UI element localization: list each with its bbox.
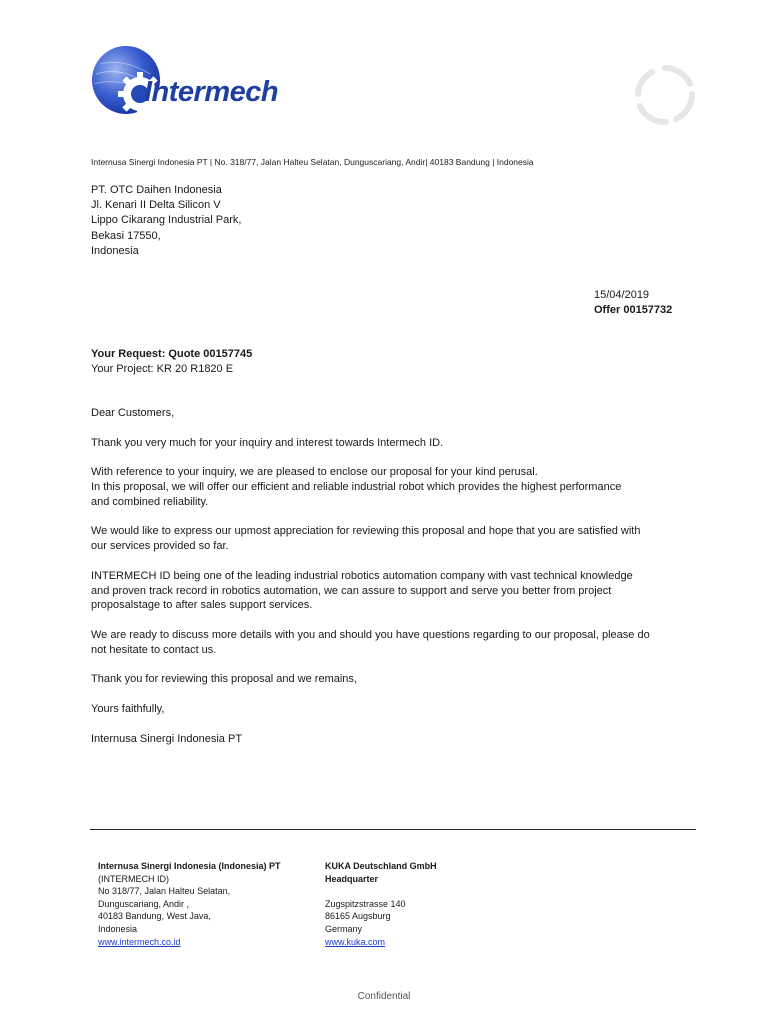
kuka-website-link[interactable]: www.kuka.com <box>325 936 386 947</box>
footer-company-name: KUKA Deutschland GmbH <box>325 861 437 871</box>
body-paragraph: We are ready to discuss more details with you and should you have questions regarding to our proposal, please do not hesitate to contact us. <box>91 628 650 656</box>
logo-text: Intermech <box>144 76 279 108</box>
intermech-website-link[interactable]: www.intermech.co.id <box>98 936 181 947</box>
salutation: Dear Customers, <box>91 407 175 419</box>
confidential-label: Confidential <box>357 991 411 1002</box>
footer-line: (INTERMECH ID) <box>98 873 169 884</box>
footer-line: Germany <box>325 923 363 934</box>
body-paragraph: With reference to your inquiry, we are pleased to enclose our proposal for your kind perusal. In this proposal, we will offer our efficient and reliable industrial robot which provides the highest performance and combined reliability. <box>91 466 622 508</box>
offer-meta <box>594 288 672 318</box>
footer-subtitle: Headquarter <box>325 873 379 884</box>
recipient-line: Lippo Cikarang Industrial Park, <box>91 214 242 227</box>
recipient-line: Jl. Kenari II Delta Silicon V <box>91 199 221 212</box>
footer-line: Zugspitzstrasse 140 <box>325 898 406 909</box>
loading-spinner-icon <box>632 64 698 126</box>
footer-line: No 318/77, Jalan Halteu Selatan, <box>98 886 231 897</box>
sender-address: Internusa Sinergi Indonesia PT | No. 318/77, Jalan Halteu Selatan, Dunguscariang, Andir| 40183 Bandung | Indonesia <box>91 157 534 167</box>
letter-body <box>91 406 701 761</box>
request-block <box>91 347 252 377</box>
footer-line: 40183 Bandung, West Java, <box>98 911 211 922</box>
recipient-line: Indonesia <box>91 244 139 257</box>
request-line: Your Request: Quote 00157745 <box>91 348 253 360</box>
recipient-line: PT. OTC Daihen Indonesia <box>91 184 222 196</box>
footer-spacer <box>325 885 437 898</box>
recipient-address <box>91 183 241 259</box>
recipient-line: Bekasi 17550, <box>91 229 161 242</box>
project-line: Your Project: KR 20 R1820 E <box>91 363 234 375</box>
letter-date: 15/04/2019 <box>594 289 650 301</box>
body-paragraph: INTERMECH ID being one of the leading industrial robotics automation company with vast technical knowledge and proven track record in robotics automation, we can assure to support and serve you better from project proposalstage to after sales support services. <box>91 569 633 612</box>
footer-line: Dunguscariang, Andir , <box>98 898 190 909</box>
intermech-logo <box>90 44 305 116</box>
offer-number: Offer 00157732 <box>594 304 673 316</box>
footer-divider <box>90 829 696 830</box>
footer-company-name: Internusa Sinergi Indonesia (Indonesia) PT <box>98 861 281 871</box>
closing: Yours faithfully, <box>91 702 165 715</box>
body-paragraph: Thank you very much for your inquiry and interest towards Intermech ID. <box>91 436 444 449</box>
footer-left-address <box>98 860 281 948</box>
footer-line: 86165 Augsburg <box>325 911 391 922</box>
body-paragraph: Thank you for reviewing this proposal and we remains, <box>91 673 357 686</box>
body-paragraph: We would like to express our upmost appreciation for reviewing this proposal and hope that you are satisfied with our services provided so far. <box>91 525 641 553</box>
footer-right-address <box>325 860 437 948</box>
signature-company: Internusa Sinergi Indonesia PT <box>91 732 243 745</box>
footer-line: Indonesia <box>98 923 138 934</box>
